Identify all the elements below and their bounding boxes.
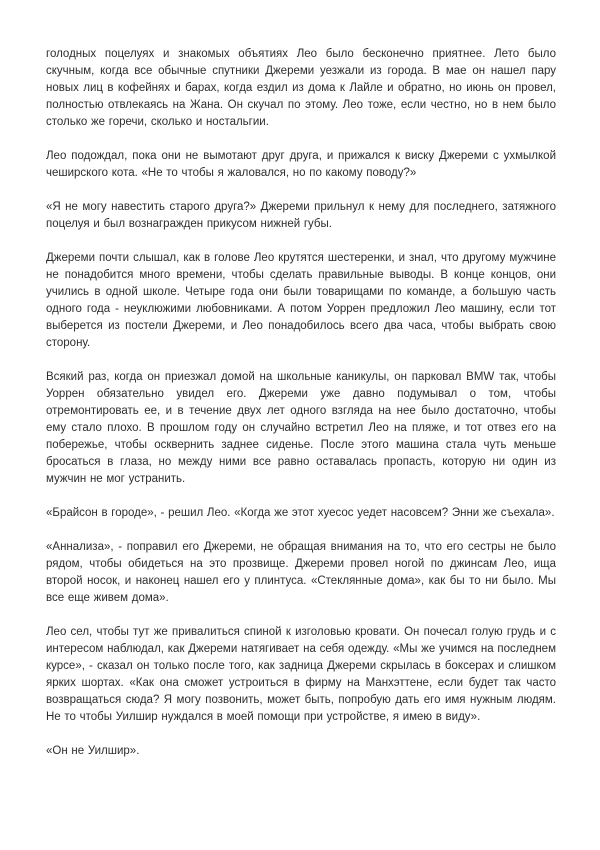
paragraph: Всякий раз, когда он приезжал домой на школьные каникулы, он парковал BMW так, чтобы Уоррен обязательно увидел его. Джереми уже давно подумывал о том, чтобы отремонтировать ее, и в течение двух лет одного взгляда на нее было достаточно, чтобы ему стало плохо. В прошлом году он случайно встретил Лео на пляже, и тот отвез его на побережье, чтобы осквернить заднее сиденье. После этого машина стала чуть меньше бросаться в глаза, но между ними все равно оставалась пропасть, которую ни один из мужчин не мог устранить.: [46, 371, 556, 485]
paragraph: Лео подождал, пока они не вымотают друг друга, и прижался к виску Джереми с ухмылкой чеширского кота. «Не то чтобы я жаловался, но по какому поводу?»: [46, 150, 556, 179]
paragraph: «Аннализа», - поправил его Джереми, не обращая внимания на то, что его сестры не было рядом, чтобы обидеться на это прозвище. Джереми провел ногой по джинсам Лео, ища второй носок, и наконец нашел его у плинтуса. «Стеклянные дома», как бы то ни было. Мы все еще живем дома».: [46, 541, 556, 604]
paragraph: «Я не могу навестить старого друга?» Джереми прильнул к нему для последнего, затяжного поцелуя и был вознагражден прикусом нижней губы.: [46, 201, 556, 230]
paragraph: «Брайсон в городе», - решил Лео. «Когда же этот хуесос уедет насовсем? Энни же съехала».: [46, 507, 555, 519]
paragraph: Лео сел, чтобы тут же привалиться спиной к изголовью кровати. Он почесал голую грудь и с интересом наблюдал, как Джереми натягивает на себя одежду. «Мы же учимся на последнем курсе», - сказал он только после того, как задница Джереми скрылась в боксерах и слишком ярких шортах. «Как она сможет устроиться в фирму на Манхэттене, если будет так часто возвращаться сюда? Я могу позвонить, может быть, попробую дать его имя нужным людям. Не то чтобы Уилшир нуждался в моей помощи при устройстве, я имею в виду».: [46, 626, 556, 723]
paragraph: Джереми почти слышал, как в голове Лео крутятся шестеренки, и знал, что другому мужчине не понадобится много времени, чтобы сделать правильные выводы. В конце концов, они учились в одной школе. Четыре года они были товарищами по команде, а большую часть одного года - неуклюжими любовниками. А потом Уоррен предложил Лео машину, если тот выберется из постели Джереми, и Лео понадобилось всего два часа, чтобы выбрать свою сторону.: [46, 252, 556, 349]
text-content: [46, 46, 556, 760]
paragraph: «Он не Уилшир».: [46, 745, 140, 757]
paragraph: голодных поцелуях и знакомых объятиях Лео было бесконечно приятнее. Лето было скучным, когда все обычные спутники Джереми уезжали из города. В мае он нашел пару новых лиц в кофейнях и барах, когда ездил из дома к Лайле и обратно, но июнь он провел, полностью отвлекаясь на Жана. Он скучал по этому. Лео тоже, если честно, но в нем было столько же горечи, сколько и ностальгии.: [46, 48, 556, 128]
